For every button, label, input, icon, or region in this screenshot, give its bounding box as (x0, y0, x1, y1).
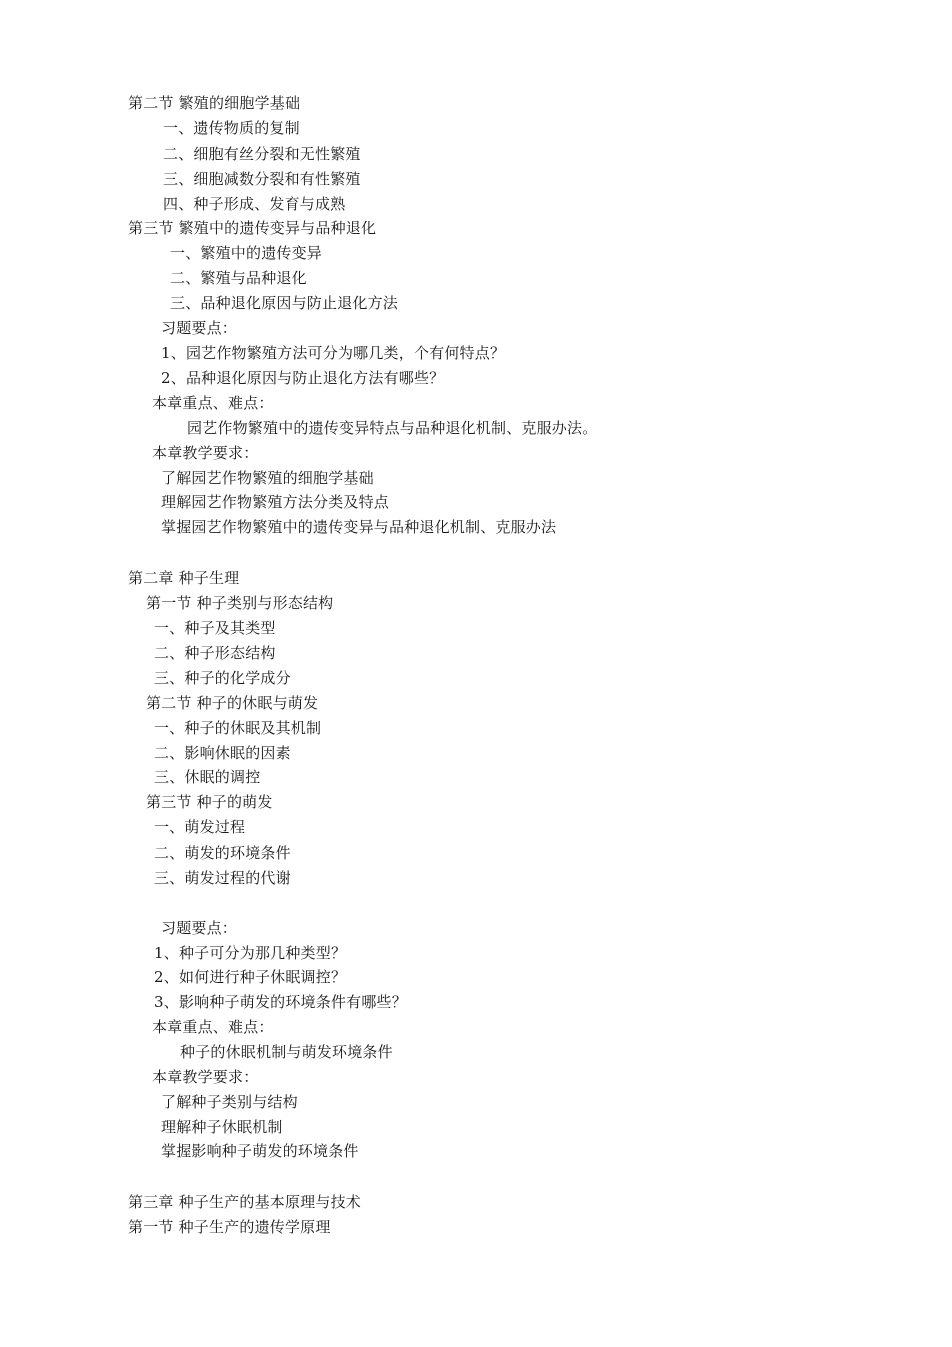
key-points-text: 种子的休眠机制与萌发环境条件 (180, 1043, 393, 1061)
outline-item: 二、细胞有丝分裂和无性繁殖 (163, 145, 361, 163)
outline-item: 三、萌发过程的代谢 (154, 869, 291, 887)
outline-item: 三、品种退化原因与防止退化方法 (170, 294, 399, 312)
exercise-heading: 习题要点： (161, 919, 238, 937)
outline-item: 一、萌发过程 (154, 818, 246, 836)
requirement-item: 理解种子休眠机制 (161, 1118, 283, 1136)
outline-item: 二、种子形态结构 (154, 644, 276, 662)
outline-item: 二、繁殖与品种退化 (170, 269, 307, 287)
outline-item: 三、休眠的调控 (154, 768, 261, 786)
section-heading: 第三节 繁殖中的遗传变异与品种退化 (128, 219, 377, 237)
section-heading: 第一节 种子类别与形态结构 (146, 594, 334, 612)
section-heading: 第三节 种子的萌发 (146, 793, 273, 811)
exercise-item: 3、影响种子萌发的环境条件有哪些？ (154, 993, 407, 1011)
outline-item: 二、影响休眠的因素 (154, 744, 291, 762)
section-heading: 第一节 种子生产的遗传学原理 (128, 1218, 331, 1236)
outline-item: 一、遗传物质的复制 (163, 119, 300, 137)
key-points-heading: 本章重点、难点： (152, 394, 274, 412)
outline-item: 一、种子及其类型 (154, 619, 276, 637)
outline-item: 三、细胞减数分裂和有性繁殖 (163, 170, 361, 188)
section-heading: 第二节 繁殖的细胞学基础 (128, 94, 301, 112)
outline-item: 一、繁殖中的遗传变异 (170, 244, 323, 262)
requirements-heading: 本章教学要求： (152, 444, 259, 462)
outline-item: 四、种子形成、发育与成熟 (163, 195, 346, 213)
exercise-item: 2、品种退化原因与防止退化方法有哪些？ (161, 369, 445, 387)
exercise-item: 2、如何进行种子休眠调控？ (154, 968, 347, 986)
outline-item: 二、萌发的环境条件 (154, 844, 291, 862)
section-heading: 第二节 种子的休眠与萌发 (146, 694, 319, 712)
requirement-item: 了解园艺作物繁殖的细胞学基础 (161, 469, 374, 487)
chapter-heading: 第三章 种子生产的基本原理与技术 (128, 1193, 361, 1211)
exercise-item: 1、种子可分为那几种类型？ (154, 944, 347, 962)
chapter-heading: 第二章 种子生理 (128, 569, 240, 587)
key-points-heading: 本章重点、难点： (152, 1018, 274, 1036)
exercise-item: 1、园艺作物繁殖方法可分为哪几类，个有何特点？ (161, 344, 506, 362)
outline-item: 一、种子的休眠及其机制 (154, 719, 322, 737)
outline-item: 三、种子的化学成分 (154, 669, 291, 687)
requirements-heading: 本章教学要求： (152, 1068, 259, 1086)
exercise-heading: 习题要点： (161, 319, 238, 337)
requirement-item: 掌握影响种子萌发的环境条件 (161, 1142, 359, 1160)
key-points-text: 园艺作物繁殖中的遗传变异特点与品种退化机制、克服办法。 (187, 419, 598, 437)
requirement-item: 掌握园艺作物繁殖中的遗传变异与品种退化机制、克服办法 (161, 518, 557, 536)
requirement-item: 了解种子类别与结构 (161, 1093, 298, 1111)
requirement-item: 理解园艺作物繁殖方法分类及特点 (161, 493, 390, 511)
